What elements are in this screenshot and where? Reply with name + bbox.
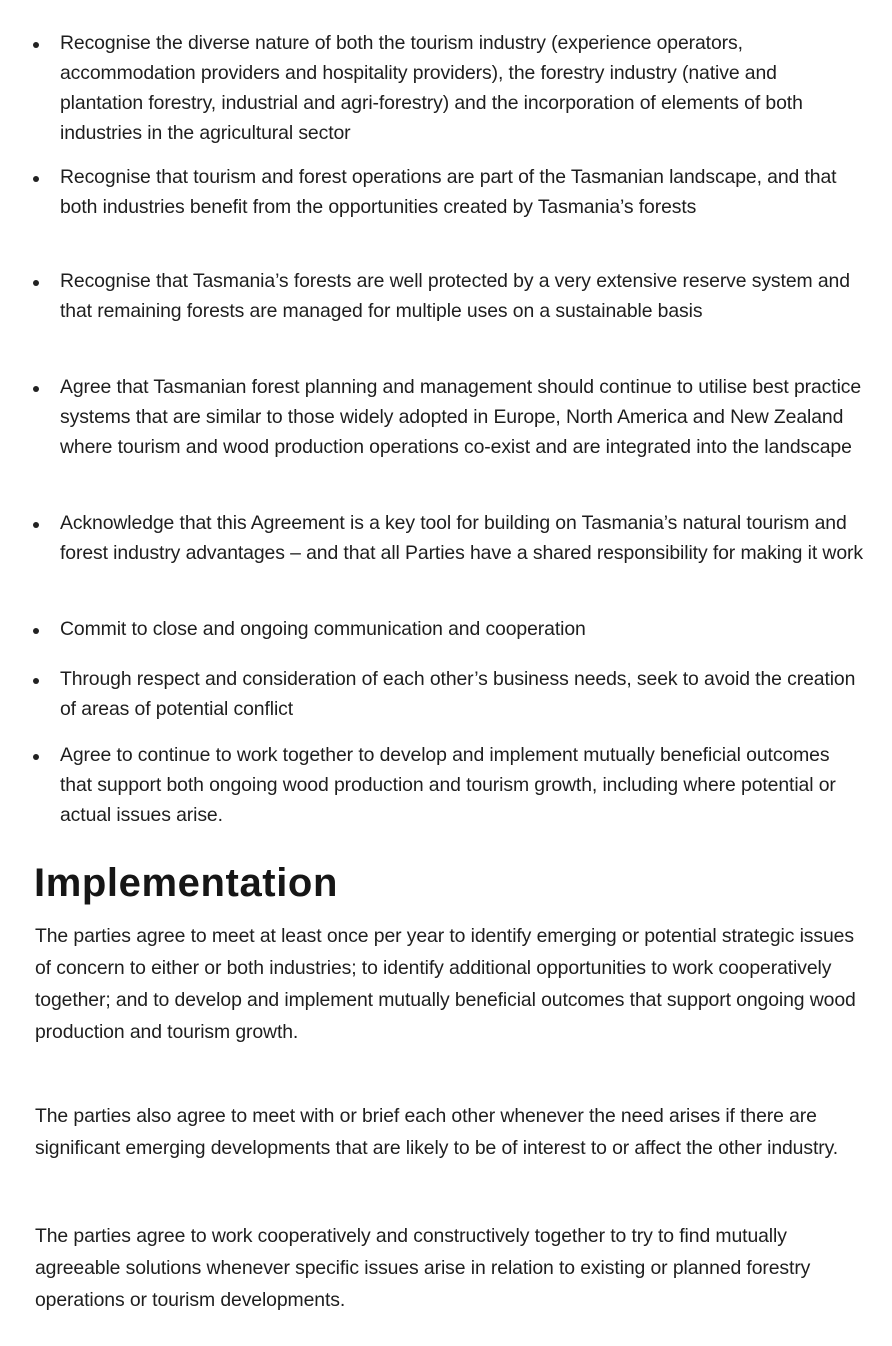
bullet-dot [33,280,39,286]
paragraph: The parties agree to work cooperatively and constructively together to try to find mutually agreeable solutions whenever specific issues arise in relation to existing or planned forestry operations or tourism developments. [35,1225,811,1311]
bullet-dot [33,678,39,684]
paragraph: The parties also agree to meet with or brief each other whenever the need arises if there are significant emerging developments that are likely to be of interest to or affect the other industry. [35,1105,839,1159]
list-item-text: Commit to close and ongoing communication and cooperation [60,618,586,640]
list-item-text: Recognise that tourism and forest operations are part of the Tasmanian landscape, and that both industries benefit from the opportunities created by Tasmania’s forests [60,166,837,218]
bullet-dot [33,628,39,634]
bullet-dot [33,754,39,760]
bullet-dot [33,176,39,182]
list-item-text: Agree that Tasmanian forest planning and management should continue to utilise best practice systems that are similar to those widely adopted in Europe, North America and New Zealand where tourism and wood production operations co-exist and are integrated into the landscape [60,376,862,458]
bullet-dot [33,522,39,528]
bullet-dot [33,42,39,48]
list-item-text: Recognise that Tasmania’s forests are well protected by a very extensive reserve system and that remaining forests are managed for multiple uses on a sustainable basis [60,270,850,322]
list-item-text: Acknowledge that this Agreement is a key tool for building on Tasmania’s natural tourism and forest industry advantages – and that all Parties have a shared responsibility for making it work [60,512,863,564]
list-item-text: Agree to continue to work together to develop and implement mutually beneficial outcomes that support both ongoing wood production and tourism growth, including where potential or actual issues arise. [60,744,836,826]
bullet-dot [33,386,39,392]
section-heading: Implementation [34,861,338,905]
list-item-text: Recognise the diverse nature of both the tourism industry (experience operators, accommodation providers and hospitality providers), the forestry industry (native and plantation forestry, industrial and agri-forestry) and the incorporation of elements of both industries in the agricultural sector [60,32,803,144]
list-item-text: Through respect and consideration of each other’s business needs, seek to avoid the creation of areas of potential conflict [60,668,856,720]
paragraph: The parties agree to meet at least once per year to identify emerging or potential strategic issues of concern to either or both industries; to identify additional opportunities to work cooperatively together; and to develop and implement mutually beneficial outcomes that support ongoing wood production and tourism growth. [35,925,856,1043]
